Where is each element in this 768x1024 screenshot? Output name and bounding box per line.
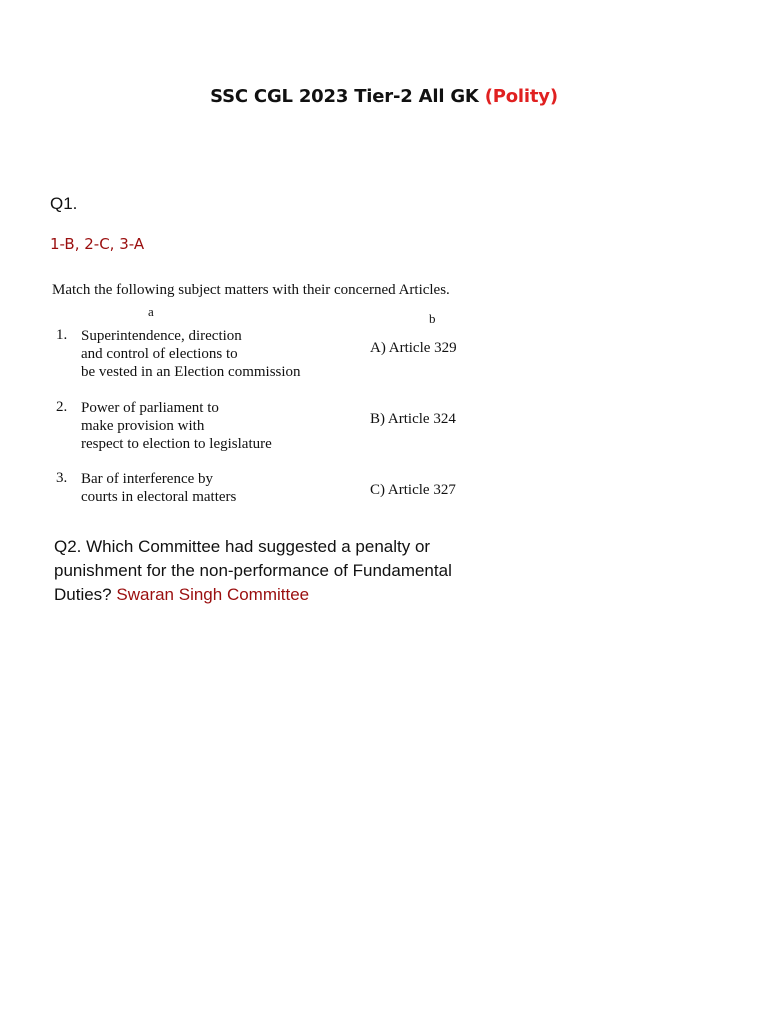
question-2 — [54, 535, 474, 607]
page-title — [0, 86, 768, 107]
row-2-line-1: Power of parliament to — [81, 400, 219, 416]
row-1-line-2: and control of elections to — [81, 346, 238, 362]
title-accent: (Polity) — [484, 86, 558, 107]
row-1-line-3: be vested in an Election commission — [81, 364, 301, 380]
row-3-article: C) Article 327 — [370, 482, 456, 498]
title-main: SSC CGL 2023 Tier-2 All GK — [210, 86, 485, 107]
row-3-number: 3. — [56, 470, 68, 486]
row-2-subject — [81, 399, 272, 453]
row-1-number: 1. — [56, 327, 68, 343]
row-3-line-1: Bar of interference by — [81, 471, 214, 487]
question-2-text: Q2. Which Committee had suggested a penalty or punishment for the non-performance of Fundamental Duties? — [54, 537, 452, 604]
row-2-article: B) Article 324 — [370, 411, 456, 427]
row-1-line-1: Superintendence, direction — [81, 328, 242, 344]
row-3-line-2: courts in electoral matters — [81, 489, 237, 505]
row-3-subject — [81, 470, 236, 506]
column-b-header: b — [429, 311, 436, 326]
question-1-label: Q1. — [50, 194, 78, 213]
row-1-subject — [81, 327, 301, 381]
row-2-number: 2. — [56, 399, 68, 415]
column-a-header: a — [148, 304, 154, 319]
row-1-article: A) Article 329 — [370, 340, 457, 356]
question-2-answer: Swaran Singh Committee — [116, 585, 310, 604]
match-instruction: Match the following subject matters with their concerned Articles. — [52, 282, 450, 298]
row-2-line-3: respect to election to legislature — [81, 436, 272, 452]
row-2-line-2: make provision with — [81, 418, 205, 434]
question-1-answer: 1-B, 2-C, 3-A — [50, 235, 145, 253]
